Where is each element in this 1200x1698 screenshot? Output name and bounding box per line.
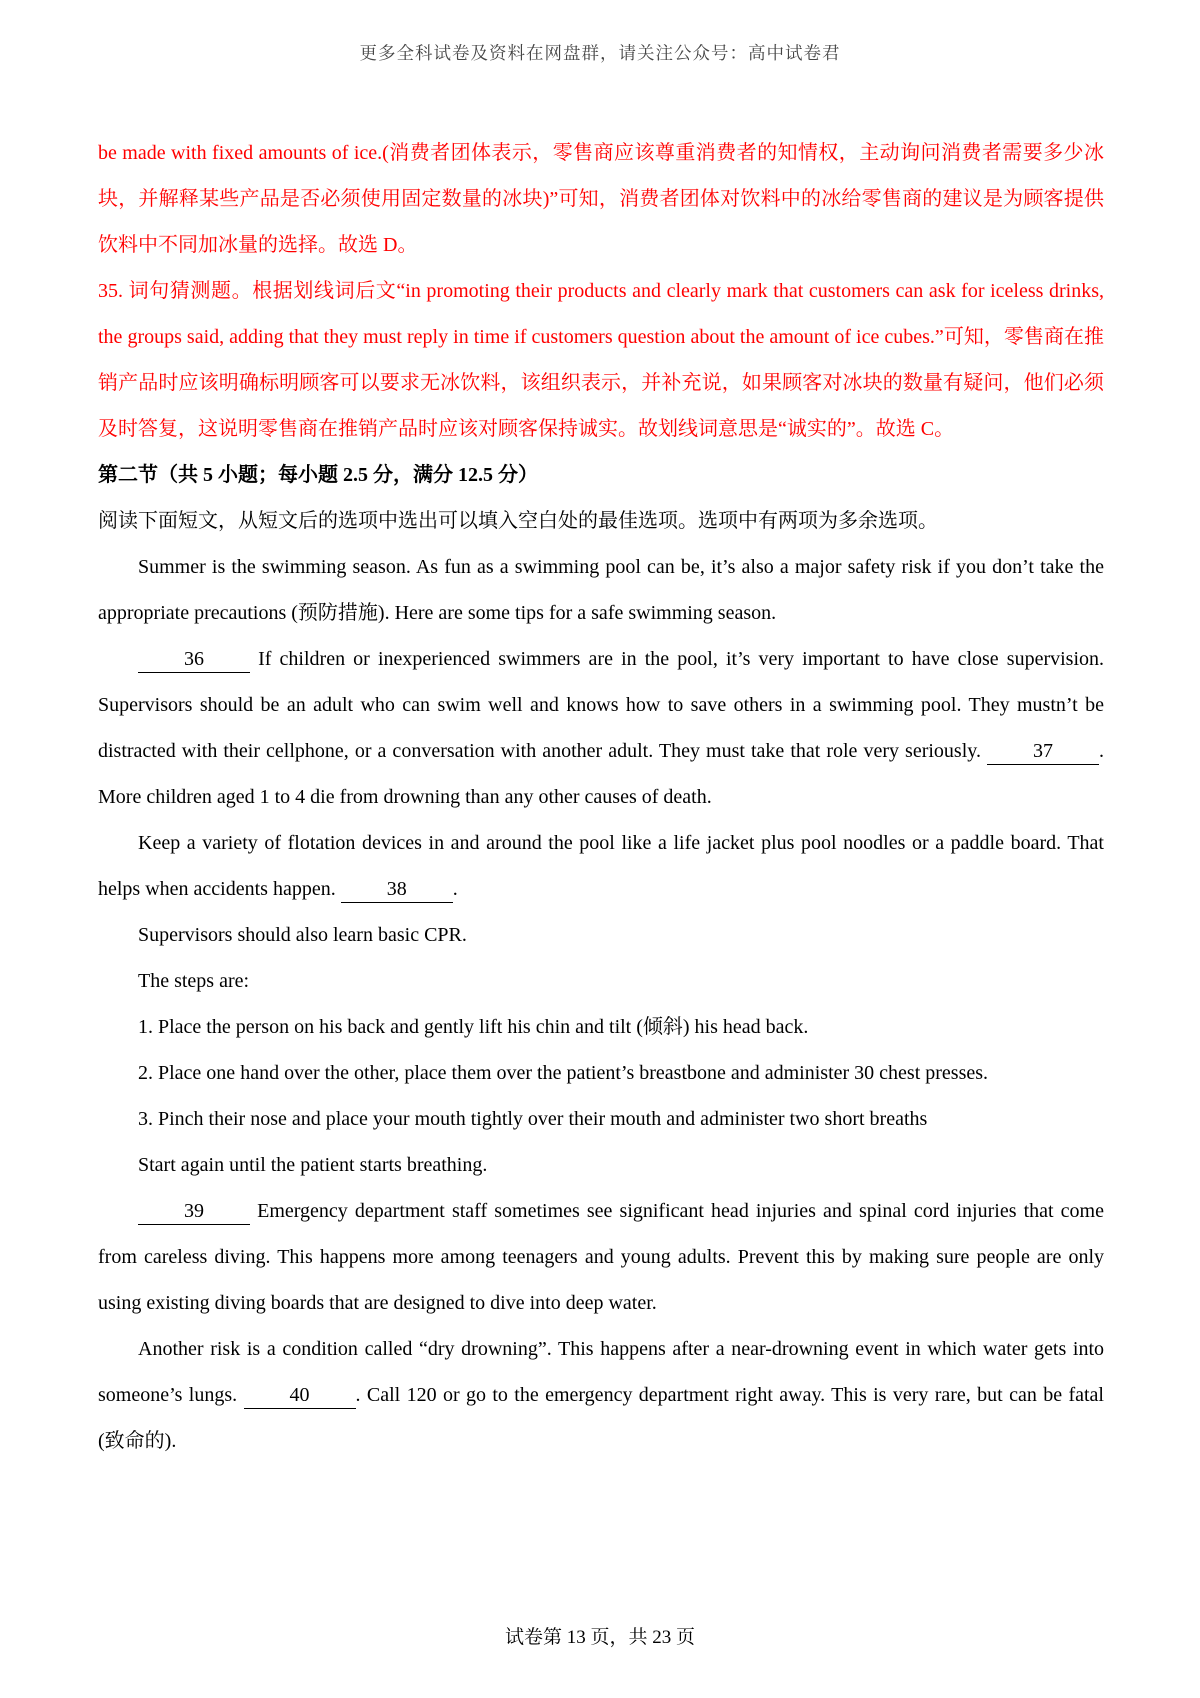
- paragraph: 39 Emergency department staff sometimes see significant head injuries and spinal cord injuries that come from careless diving. This happens more among teenagers and young adults. Prevent this by making sure people are only using existing diving boards that are designed to dive into deep water.: [98, 1200, 1104, 1314]
- blank-39: 39: [138, 1198, 250, 1225]
- paragraph: 36 If children or inexperienced swimmers are in the pool, it’s very important to have close supervision. Supervisors should be an adult who can swim well and knows how to save others in a swimming pool. They mustn’t be distracted with their cellphone, or a conversation with another adult. They must take that role very seriously. 37 . More children aged 1 to 4 die from drowning than any other causes of death.: [98, 648, 1104, 808]
- answer-explanations: [98, 130, 1104, 452]
- paragraph: be made with fixed amounts of ice.(消费者团体表示，零售商应该尊重消费者的知情权，主动询问消费者需要多少冰块，并解释某些产品是否必须使用固定数量的冰块)”可知，消费者团体对饮料中的冰给零售商的建议是为顾客提供饮料中不同加冰量的选择。故选 D。: [98, 142, 1104, 256]
- page-footer: 试卷第 13 页，共 23 页: [504, 1627, 695, 1648]
- blank-38: 38: [341, 876, 453, 903]
- paragraph: 35. 词句猜测题。根据划线词后文“in promoting their products and clearly mark that customers can ask for iceless drinks, the groups said, adding that they must reply in time if customers question about the amount of ice cubes.”可知，零售商在推销产品时应该明确标明顾客可以要求无冰饮料，该组织表示，并补充说，如果顾客对冰块的数量有疑问，他们必须及时答复，这说明零售商在推销产品时应该对顾客保持诚实。故划线词意思是“诚实的”。故选 C。: [98, 280, 1104, 440]
- paragraph: Keep a variety of flotation devices in and around the pool like a life jacket plus pool noodles or a paddle board. That helps when accidents happen. 38 .: [98, 820, 1104, 912]
- cloze-passage: [98, 544, 1104, 1464]
- paragraph: The steps are:: [138, 970, 250, 992]
- paragraph: 1. Place the person on his back and gently lift his chin and tilt (倾斜) his head back.: [138, 1016, 809, 1038]
- paragraph: 2. Place one hand over the other, place them over the patient’s breastbone and administer 30 chest presses.: [138, 1062, 989, 1084]
- paragraph: Start again until the patient starts breathing.: [138, 1154, 488, 1176]
- section-instruction: 阅读下面短文，从短文后的选项中选出可以填入空白处的最佳选项。选项中有两项为多余选项。: [98, 510, 938, 532]
- blank-40: 40: [244, 1382, 356, 1409]
- paragraph: Supervisors should also learn basic CPR.: [138, 924, 467, 946]
- blank-37: 37: [987, 738, 1099, 765]
- blank-36: 36: [138, 646, 250, 673]
- section-heading: 第二节（共 5 小题；每小题 2.5 分，满分 12.5 分）: [98, 464, 538, 486]
- page-content: [98, 130, 1104, 1464]
- paragraph: Summer is the swimming season. As fun as a swimming pool can be, it’s also a major safety risk if you don’t take the appropriate precautions (预防措施). Here are some tips for a safe swimming season.: [98, 556, 1104, 624]
- paragraph: 3. Pinch their nose and place your mouth tightly over their mouth and administer two short breaths: [138, 1108, 928, 1130]
- paragraph: Another risk is a condition called “dry drowning”. This happens after a near-drowning event in which water gets into someone’s lungs. 40 . Call 120 or go to the emergency department right away. This is very rare, but can be fatal (致命的).: [98, 1338, 1104, 1452]
- page-header-notice: 更多全科试卷及资料在网盘群，请关注公众号：高中试卷君: [359, 43, 841, 63]
